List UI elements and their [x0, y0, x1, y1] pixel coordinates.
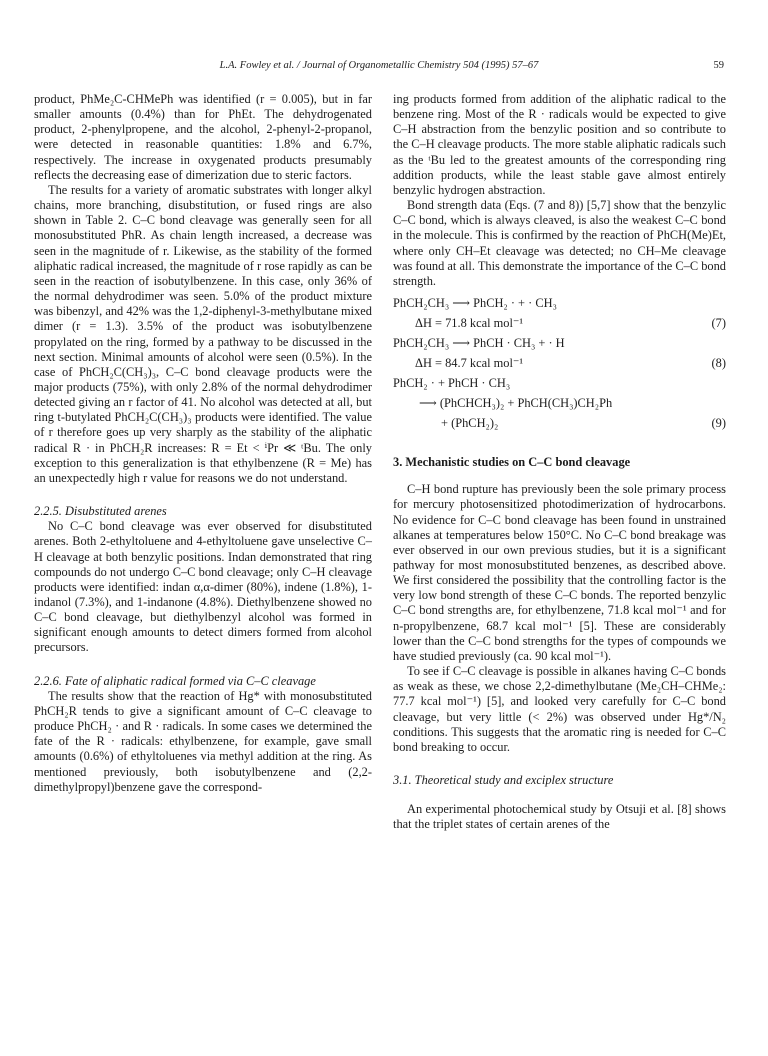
paragraph: The results show that the reaction of Hg* with monosubstituted PhCH₂R tends to give a significant amount of C–C cleavage to produce PhCH₂ · and R · radicals. In some cases we determined the fate of the R · radicals: ethylbenzene, for example, gave small amounts (0.6%) of ethyltoluenes via methyl addition at the ring. As mentioned previously, both isobutylbenzene and (2,2-dimethylpropyl)benzene gave the correspond- [34, 688, 372, 794]
equation-9-reactants: PhCH₂ · + PhCH · CH₃ [393, 376, 511, 391]
equation-7-enthalpy: ΔH = 71.8 kcal mol⁻¹ (7) [393, 313, 726, 333]
paragraph: Bond strength data (Eqs. (7 and 8)) [5,7] show that the benzylic C–C bond, which is always cleaved, is also the weakest C–C bond in the molecule. This is confirmed by the reaction of PhCH(Me)Et, where only CH–Et cleavage was detected; no CH–Me cleavage was found at all. This demonstrate the importance of the C–C bond strength. [393, 198, 726, 288]
running-title: L.A. Fowley et al. / Journal of Organometallic Chemistry 504 (1995) 57–67 [219, 60, 539, 71]
equation-number: (9) [711, 416, 726, 431]
paragraph: product, PhMe₂C-CHMePh was identified (r = 0.005), but in far smaller amounts (0.4%) than for PhEt. The dehydrogenated product, 2-phenylpropene, and the alcohol, 2-phenyl-2-propanol, were detected in reasonable quantities: 1.8% and 6.7%, respectively. The increase in oxygenated products presumably reflects the decreasing ease of dimerization due to steric factors. [34, 92, 372, 182]
paragraph: To see if C–C cleavage is possible in alkanes having C–C bonds as weak as these, we chose 2,2-dimethylbutane (Me₂CH–CHMe₂: 77.7 kcal mol⁻¹) [5], and looked very carefully for C–C bond cleavage, but very little (< 2%) was observed under Hg*/N₂ conditions. This suggests that the aromatic ring is needed for C–C bond breaking to occur. [393, 664, 726, 754]
equation-9-products: ⟶ (PhCHCH₃)₂ + PhCH(CH₃)CH₂Ph [419, 396, 613, 411]
section-heading-3: 3. Mechanistic studies on C–C bond cleavage [393, 455, 631, 470]
left-column [34, 92, 372, 795]
equation-number: (7) [711, 316, 726, 331]
equation-7-reaction: PhCH₂CH₃ ⟶ PhCH₂ · + · CH₃ [393, 296, 557, 311]
subsection-heading-2-2-6: 2.2.6. Fate of aliphatic radical formed via C–C cleavage [34, 673, 316, 688]
equation-number: (8) [711, 356, 726, 371]
paragraph: No C–C bond cleavage was ever observed for disubstituted arenes. Both 2-ethyltoluene and 4-ethyltoluene gave unselective C–H cleavage at both benzylic positions. Indan demonstrated that ring compounds do not undergo C–C bond cleavage; only C–H cleavage products were identified: indan α,α-dimer (80%), indene (1.8%), 1-indanol (7.3%), and 1-indanone (4.8%). Diethylbenzene showed no C–C bond cleavage, but diethylbenzyl alcohol was formed in significant enough amounts to detect dimers formed from alcohol precursors. [34, 519, 372, 655]
subsection-heading-3-1: 3.1. Theoretical study and exciplex structure [393, 773, 614, 787]
paragraph: C–H bond rupture has previously been the sole primary process for mercury photosensitized photodimerization of hydrocarbons. No evidence for C–C bond cleavage has been found in unstrained alkanes at temperatures below 150°C. No C–C bond breakage was ever observed in our own previous studies, but it is a significant pathway for most monosubstituted benzenes, as described above. We first considered the possibility that the controlling factor is the very low bond strength of these C–C bonds. The reported benzylic C–C bond strengths are, for ethylbenzene, 71.8 kcal mol⁻¹ and for n-propylbenzene, 68.7 kcal mol⁻¹ [5]. These are considerably lower than the C–C bond strengths for the types of compounds we have studied previously (ca. 90 kcal mol⁻¹). [393, 482, 726, 663]
equation-8-reaction: PhCH₂CH₃ ⟶ PhCH · CH₃ + · H [393, 336, 565, 351]
page-number: 59 [713, 60, 724, 71]
paragraph: An experimental photochemical study by Otsuji et al. [8] shows that the triplet states of certain arenes of the [393, 802, 726, 832]
paragraph: The results for a variety of aromatic substrates with longer alkyl chains, more branching, disubstitution, or fused rings are also shown in Table 2. C–C bond cleavage was generally seen for all monosubstituted PhR. As chain length increased, a decrease was seen in the magnitude of r. Likewise, as the stability of the formed aliphatic radical increased, the magnitude of r rose rapidly as can be seen in the reaction of isobutylbenzene. In this case, only 36% of the normal dehydrodimer was seen. 5.0% of the product mixture was bibenzyl, and 42% was the 1,2-diphenyl-3-methylbutane mixed dimer (r = 1.3). 3.5% of the product was isobutylbenzene propylated on the ring, formed by a pathway to be discussed in the next section. Minimal amounts of alcohol were seen (0.5%). In the case of PhCH₂C(CH₃)₃, C–C bond cleavage products were the major products (75%), with only 2.8% of the normal dehydrodimer detected giving an r factor of 41. No alcohol was detected at all, but ring t-butylated PhCH₂C(CH₃)₃ products were identified. The value of r therefore goes up very sharply as the stability of the aliphatic radical R · in PhCH₂R increases: R = Et < ⁱPr ≪ ᵗBu. The only exception to this generalization is that ethylbenzene (R = Me) has an unexpectedly high r value for reasons we do not understand. [34, 182, 372, 485]
subsection-heading-2-2-5: 2.2.5. Disubstituted arenes [34, 504, 167, 519]
equation-block [393, 293, 726, 433]
equation-8-enthalpy: ΔH = 84.7 kcal mol⁻¹ (8) [393, 353, 726, 373]
running-header [34, 60, 724, 78]
right-column [393, 92, 726, 832]
equation-9-products-cont: + (PhCH₂)₂ (9) [393, 413, 726, 433]
paragraph: ing products formed from addition of the aliphatic radical to the benzene ring. Most of the R · radicals would be expected to give C–H abstraction from the benzylic position and so contribute to the C–H cleavage products. The more stable aliphatic radicals such as the ᵗBu led to the greatest amounts of the corresponding ring addition products, while the least stable gave almost entirely benzylic hydrogen abstraction. [393, 92, 726, 197]
